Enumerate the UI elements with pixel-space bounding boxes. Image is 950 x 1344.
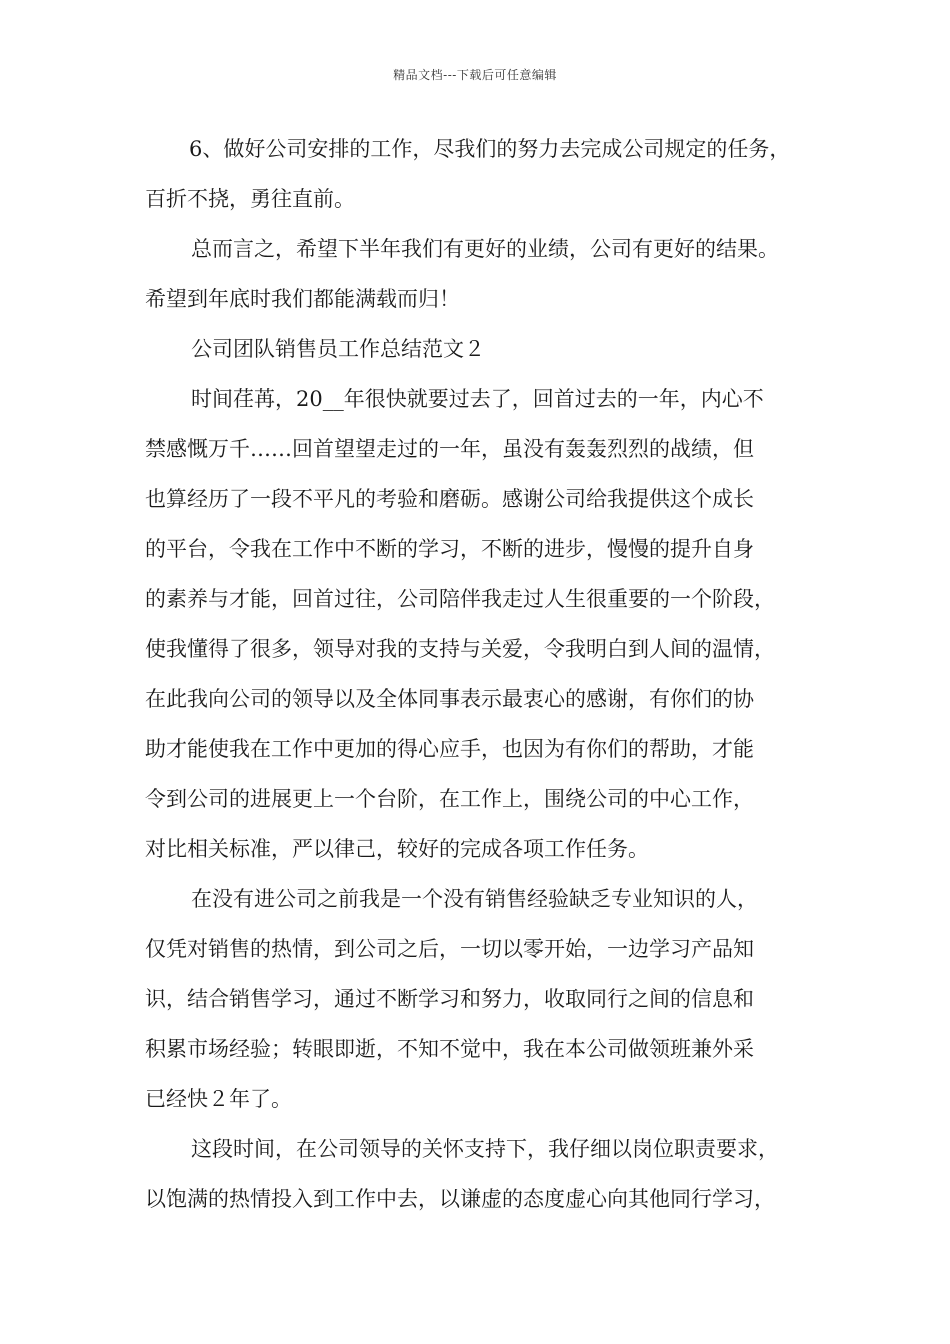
paragraph-line: 识，结合销售学习，通过不断学习和努力，收取同行之间的信息和	[145, 987, 754, 1011]
paragraph-line: 也算经历了一段不平凡的考验和磨砺。感谢公司给我提供这个成长	[145, 487, 754, 511]
paragraph-line: 这段时间，在公司领导的关怀支持下，我仔细以岗位职责要求，	[191, 1137, 779, 1161]
paragraph-line: 使我懂得了很多，领导对我的支持与关爱，令我明白到人间的温情，	[145, 637, 775, 661]
section-title: 公司团队销售员工作总结范文２	[191, 337, 485, 361]
page-header: 精品文档---下载后可任意编辑	[393, 68, 557, 82]
paragraph-line: 时间荏苒，20__年很快就要过去了，回首过去的一年，内心不	[191, 387, 764, 411]
paragraph-line: 仅凭对销售的热情，到公司之后，一切以零开始，一边学习产品知	[145, 937, 754, 961]
paragraph-line: 希望到年底时我们都能满载而归！	[145, 287, 460, 311]
paragraph-line: 已经快２年了。	[145, 1087, 292, 1111]
document-body	[145, 124, 835, 1224]
paragraph-line: 在此我向公司的领导以及全体同事表示最衷心的感谢，有你们的协	[145, 687, 754, 711]
paragraph-line: 总而言之，希望下半年我们有更好的业绩，公司有更好的结果。	[191, 237, 779, 261]
paragraph-line: 积累市场经验；转眼即逝，不知不觉中，我在本公司做领班兼外采	[145, 1037, 754, 1061]
paragraph-line: 百折不挠，勇往直前。	[145, 187, 355, 211]
paragraph-line: 的平台，令我在工作中不断的学习，不断的进步，慢慢的提升自身	[145, 537, 754, 561]
paragraph-line: 令到公司的进展更上一个台阶，在工作上，围绕公司的中心工作，	[145, 787, 754, 811]
paragraph-line: 禁感慨万千……回首望望走过的一年，虽没有轰轰烈烈的战绩，但	[145, 437, 754, 461]
paragraph-line: 的素养与才能，回首过往，公司陪伴我走过人生很重要的一个阶段，	[145, 587, 775, 611]
paragraph-line: 助才能使我在工作中更加的得心应手，也因为有你们的帮助，才能	[145, 737, 754, 761]
paragraph-line: 以饱满的热情投入到工作中去，以谦虚的态度虚心向其他同行学习，	[145, 1187, 775, 1211]
paragraph-line: 对比相关标准，严以律己，较好的完成各项工作任务。	[145, 837, 649, 861]
paragraph-line: 6、做好公司安排的工作，尽我们的努力去完成公司规定的任务，	[189, 137, 791, 161]
paragraph-line: 在没有进公司之前我是一个没有销售经验缺乏专业知识的人，	[191, 887, 758, 911]
